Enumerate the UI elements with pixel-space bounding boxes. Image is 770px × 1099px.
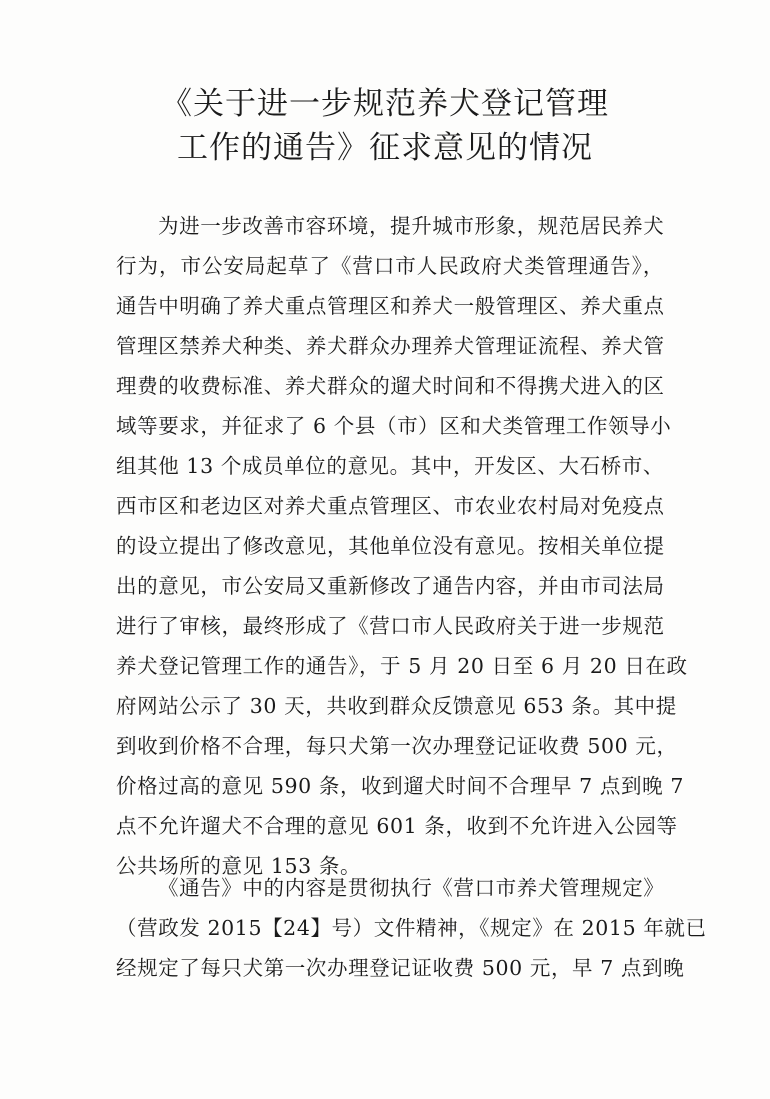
paragraph-line: 公共场所的意见 153 条。 [116,854,362,878]
paragraph-line: 价格过高的意见 590 条，收到遛犬时间不合理早 7 点到晚 7 [116,774,684,798]
paragraph-line: 府网站公示了 30 天，共收到群众反馈意见 653 条。其中提 [116,694,677,718]
paragraph-line: 点不允许遛犬不合理的意见 601 条，收到不允许进入公园等 [116,814,678,838]
paragraph-line: 西市区和老边区对养犬重点管理区、市农业农村局对免疫点 [116,494,665,518]
paragraph-line: 出的意见，市公安局又重新修改了通告内容，并由市司法局 [116,574,665,598]
paragraph-line: 组其他 13 个成员单位的意见。其中，开发区、大石桥市、 [116,454,664,478]
paragraph-line: 养犬登记管理工作的通告》，于 5 月 20 日至 6 月 20 日在政 [116,654,688,678]
paragraph-line: 为进一步改善市容环境，提升城市形象，规范居民养犬 [158,214,665,238]
paragraph-line: 经规定了每只犬第一次办理登记证收费 500 元，早 7 点到晚 [116,956,685,980]
body-paragraph-2 [116,868,707,988]
paragraph-line: （营政发 2015【24】号）文件精神，《规定》在 2015 年就已 [116,916,707,940]
paragraph-line: 理费的收费标准、养犬群众的遛犬时间和不得携犬进入的区 [116,374,665,398]
paragraph-line: 进行了审核，最终形成了《营口市人民政府关于进一步规范 [116,614,665,638]
paragraph-line: 《通告》中的内容是贯彻执行《营口市养犬管理规定》 [158,876,665,900]
paragraph-line: 行为，市公安局起草了《营口市人民政府犬类管理通告》， [116,254,664,278]
document-title-line-2: 工作的通告》征求意见的情况 [177,130,593,166]
paragraph-line: 的设立提出了修改意见，其他单位没有意见。按相关单位提 [116,534,665,558]
paragraph-line: 通告中明确了养犬重点管理区和养犬一般管理区、养犬重点 [116,294,665,318]
paragraph-line: 管理区禁养犬种类、养犬群众办理养犬管理证流程、养犬管 [116,334,665,358]
paragraph-line: 域等要求，并征求了 6 个县（市）区和犬类管理工作领导小 [116,414,672,438]
document-title-line-1: 《关于进一步规范养犬登记管理 [161,86,609,122]
paragraph-line: 到收到价格不合理，每只犬第一次办理登记证收费 500 元， [116,734,678,758]
body-paragraph-1 [116,206,688,886]
